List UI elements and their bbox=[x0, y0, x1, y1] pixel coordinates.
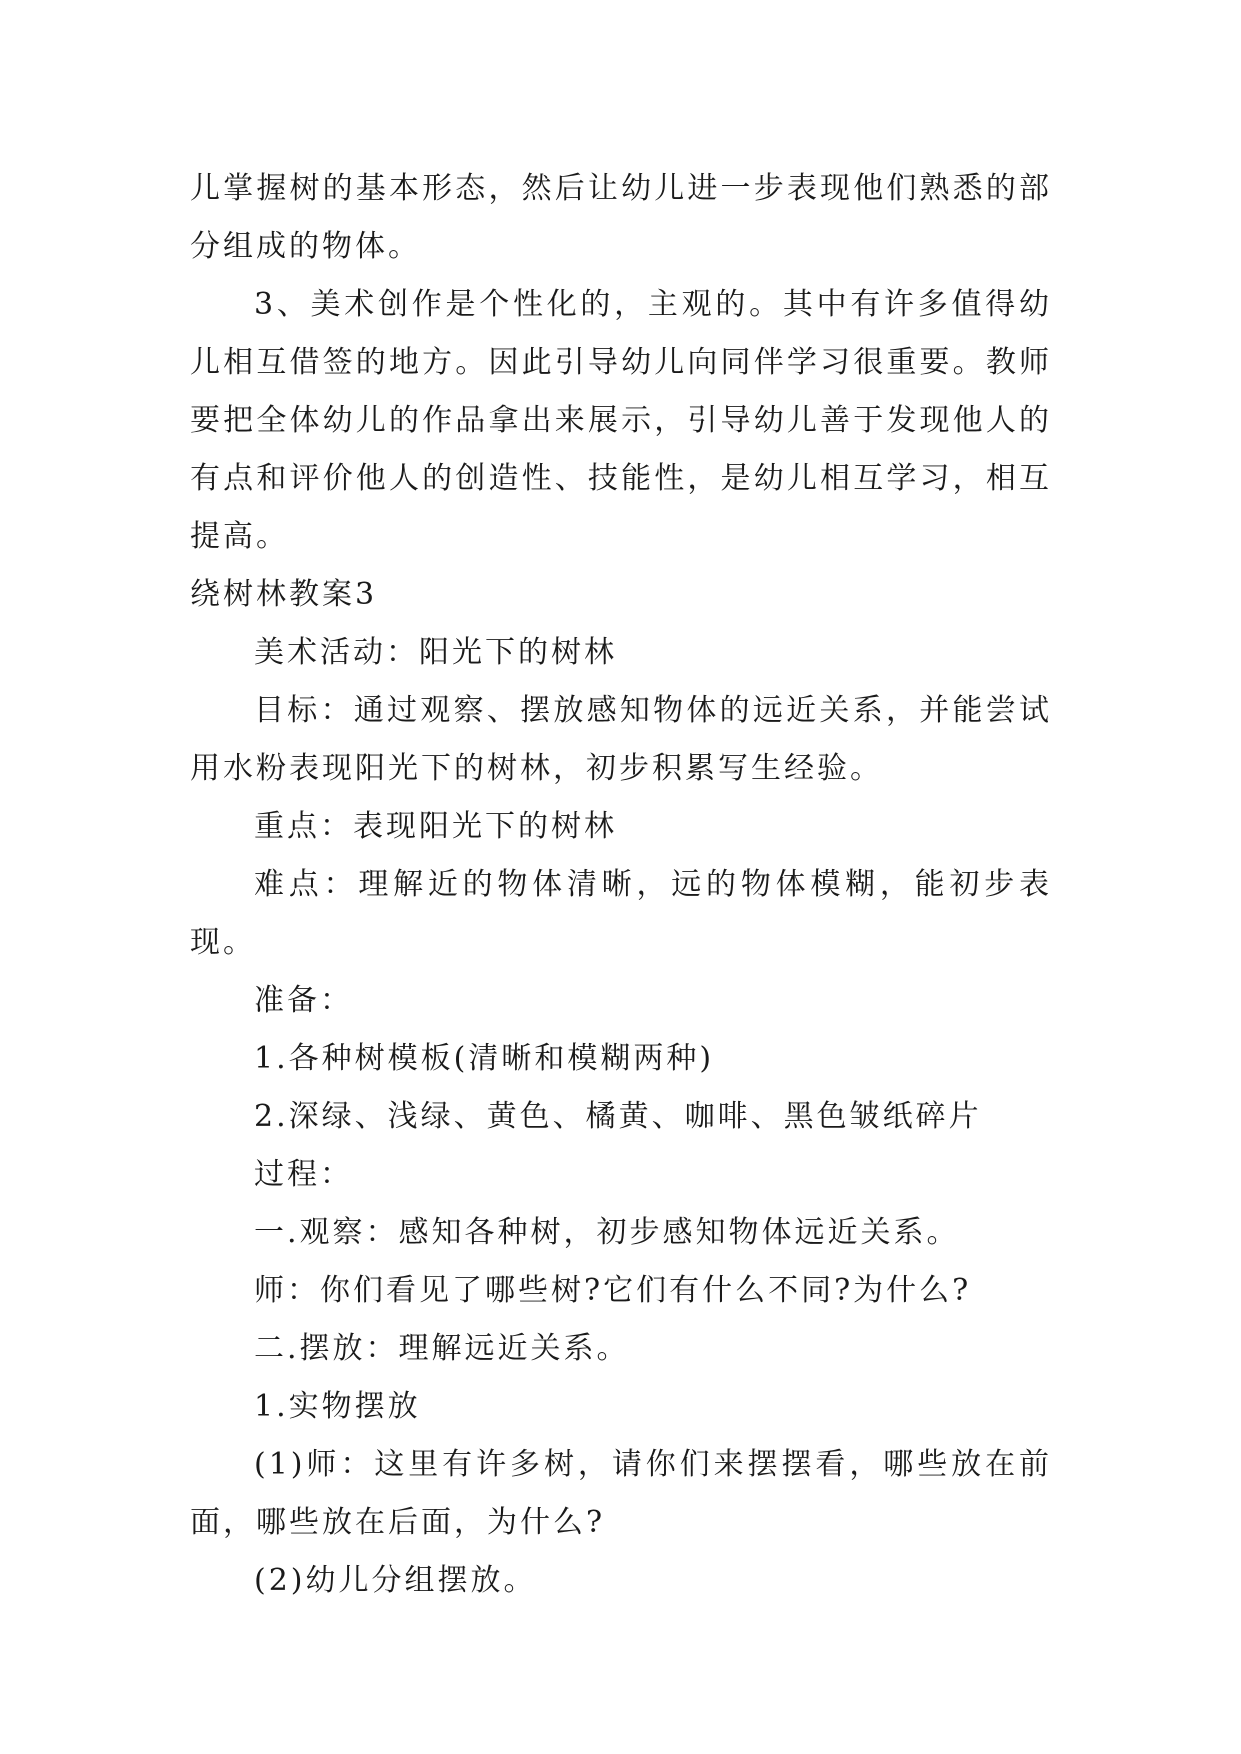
goal-paragraph: 目标：通过观察、摆放感知物体的远近关系，并能尝试用水粉表现阳光下的树林，初步积累写生经验。 bbox=[190, 693, 1052, 786]
paragraph-continuation: 儿掌握树的基本形态，然后让幼儿进一步表现他们熟悉的部分组成的物体。 bbox=[190, 171, 1052, 264]
paragraph-point-3: 3、美术创作是个性化的，主观的。其中有许多值得幼儿相互借签的地方。因此引导幼儿向同伴学习很重要。教师要把全体幼儿的作品拿出来展示，引导幼儿善于发现他人的有点和评价他人的创造性、技能性，是幼儿相互学习，相互提高。 bbox=[190, 287, 1052, 554]
key-point: 重点：表现阳光下的树林 bbox=[254, 809, 617, 844]
preparation-item-2: 2.深绿、浅绿、黄色、橘黄、咖啡、黑色皱纸碎片 bbox=[254, 1099, 982, 1134]
substep-1: 1.实物摆放 bbox=[254, 1389, 421, 1424]
teacher-question: 师：你们看见了哪些树?它们有什么不同?为什么? bbox=[254, 1273, 972, 1308]
process-step-2: 二.摆放：理解远近关系。 bbox=[254, 1331, 630, 1366]
substep-1-2: (2)幼儿分组摆放。 bbox=[254, 1563, 537, 1598]
substep-1-1: (1)师：这里有许多树，请你们来摆摆看，哪些放在前面，哪些放在后面，为什么? bbox=[190, 1447, 1052, 1540]
activity-title: 美术活动：阳光下的树林 bbox=[254, 635, 617, 670]
preparation-label: 准备： bbox=[254, 983, 353, 1018]
section-heading: 绕树林教案3 bbox=[190, 577, 378, 612]
process-step-1: 一.观察：感知各种树，初步感知物体远近关系。 bbox=[254, 1215, 960, 1250]
process-label: 过程： bbox=[254, 1157, 353, 1192]
preparation-item-1: 1.各种树模板(清晰和模糊两种) bbox=[254, 1041, 715, 1076]
document-body bbox=[190, 160, 1052, 1610]
difficulty: 难点：理解近的物体清晰，远的物体模糊，能初步表现。 bbox=[190, 867, 1052, 960]
